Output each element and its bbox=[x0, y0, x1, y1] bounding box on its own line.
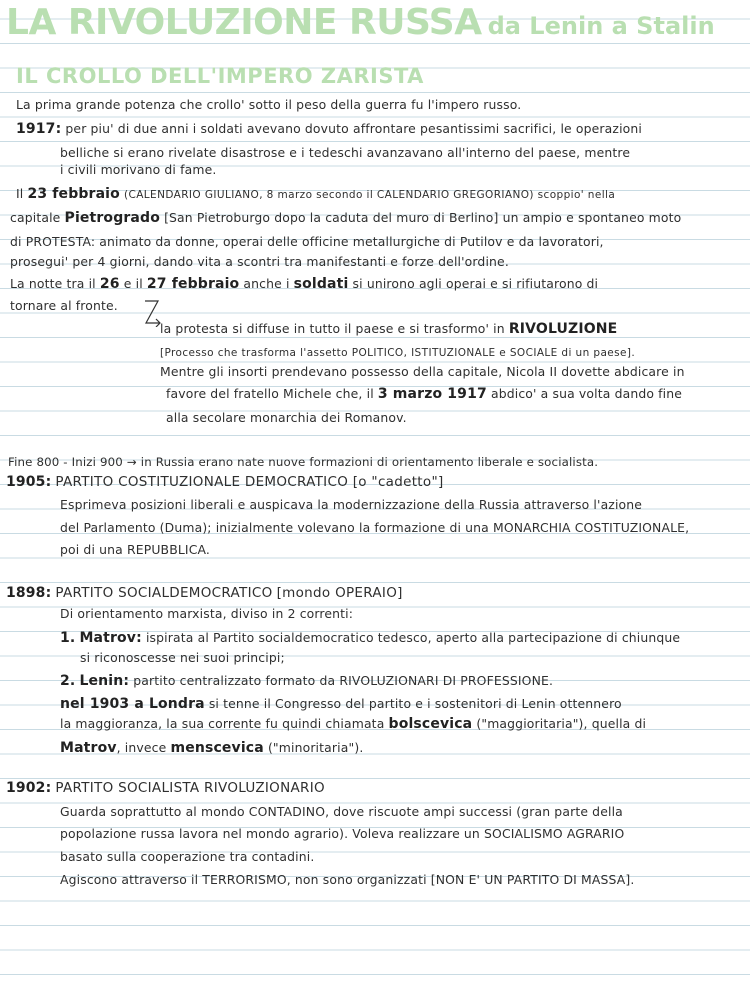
arrow-right-icon: → bbox=[126, 455, 137, 469]
note-line: si riconoscesse nei suoi principi; bbox=[80, 650, 285, 665]
note-line: di PROTESTA: animato da donne, operai delle officine metallurgiche di Putilov e da lavoratori, bbox=[10, 234, 604, 249]
note-line: poi di una REPUBBLICA. bbox=[60, 542, 210, 557]
note-line: [Processo che trasforma l'assetto POLITICO, ISTITUZIONALE e SOCIALE di un paese]. bbox=[160, 347, 636, 359]
title-main: LA RIVOLUZIONE RUSSA bbox=[6, 2, 482, 43]
note-line: Fine 800 - Inizi 900 → in Russia erano nate nuove formazioni di orientamento liberale e socialista. bbox=[8, 455, 599, 469]
note-line: basato sulla cooperazione tra contadini. bbox=[60, 849, 315, 864]
note-line: belliche si erano rivelate disastrose e i tedeschi avanzavano all'interno del paese, mentre bbox=[60, 145, 631, 160]
note-line: la protesta si diffuse in tutto il paese e si trasformo' in RIVOLUZIONE bbox=[160, 321, 618, 337]
note-line: 2. Lenin: partito centralizzato formato da RIVOLUZIONARI DI PROFESSIONE. bbox=[60, 673, 554, 689]
note-line: 1917: per piu' di due anni i soldati avevano dovuto affrontare pesantissimi sacrifici, le operazioni bbox=[16, 121, 642, 137]
note-line: La prima grande potenza che crollo' sotto il peso della guerra fu l'impero russo. bbox=[16, 97, 522, 112]
year-label: 1917: bbox=[16, 121, 62, 137]
note-line: Guarda soprattutto al mondo CONTADINO, dove riscuote ampi successi (gran parte della bbox=[60, 804, 623, 819]
note-line: nel 1903 a Londra si tenne il Congresso del partito e i sostenitori di Lenin ottennero bbox=[60, 696, 622, 712]
note-line: 1905: PARTITO COSTITUZIONALE DEMOCRATICO [o "cadetto"] bbox=[6, 474, 444, 490]
year-label: 1902: bbox=[6, 780, 52, 796]
note-line: 1. Matrov: ispirata al Partito socialdemocratico tedesco, aperto alla partecipazione di chiunque bbox=[60, 630, 681, 646]
note-line: 1898: PARTITO SOCIALDEMOCRATICO [mondo OPERAIO] bbox=[6, 585, 403, 601]
note-line: tornare al fronte. bbox=[10, 298, 118, 313]
year-label: 1905: bbox=[6, 474, 52, 490]
note-line: favore del fratello Michele che, il 3 marzo 1917 abdico' a sua volta dando fine bbox=[166, 386, 683, 402]
note-line: la maggioranza, la sua corrente fu quindi chiamata bolscevica ("maggioritaria"), quella di bbox=[60, 716, 647, 732]
note-line: i civili morivano di fame. bbox=[60, 162, 217, 177]
note-line: Esprimeva posizioni liberali e auspicava la modernizzazione della Russia attraverso l'azione bbox=[60, 497, 643, 512]
note-line: 1902: PARTITO SOCIALISTA RIVOLUZIONARIO bbox=[6, 780, 325, 796]
note-line: prosegui' per 4 giorni, dando vita a scontri tra manifestanti e forze dell'ordine. bbox=[10, 254, 509, 269]
note-line: Agiscono attraverso il TERRORISMO, non sono organizzati [NON E' UN PARTITO DI MASSA]. bbox=[60, 872, 635, 887]
title-subtitle: da Lenin a Stalin bbox=[487, 12, 715, 40]
note-line: Mentre gli insorti prendevano possesso della capitale, Nicola II dovette abdicare in bbox=[160, 364, 685, 379]
note-line: La notte tra il 26 e il 27 febbraio anche i soldati si unirono agli operai e si rifiutarono di bbox=[10, 276, 599, 292]
note-line: Di orientamento marxista, diviso in 2 correnti: bbox=[60, 606, 354, 621]
note-line: capitale Pietrogrado [San Pietroburgo dopo la caduta del muro di Berlino] un ampio e spontaneo moto bbox=[10, 210, 682, 226]
note-line: Il 23 febbraio (CALENDARIO GIULIANO, 8 marzo secondo il CALENDARIO GREGORIANO) scoppio' nella bbox=[16, 186, 616, 202]
note-line: popolazione russa lavora nel mondo agrario). Voleva realizzare un SOCIALISMO AGRARIO bbox=[60, 826, 625, 841]
year-label: 1898: bbox=[6, 585, 52, 601]
note-line: Matrov, invece menscevica ("minoritaria"). bbox=[60, 740, 364, 756]
section-heading: IL CROLLO DELL'IMPERO ZARISTA bbox=[16, 64, 424, 88]
note-line: alla secolare monarchia dei Romanov. bbox=[166, 410, 407, 425]
page-title bbox=[6, 2, 715, 43]
note-line: del Parlamento (Duma); inizialmente volevano la formazione di una MONARCHIA COSTITUZIONALE, bbox=[60, 520, 690, 535]
